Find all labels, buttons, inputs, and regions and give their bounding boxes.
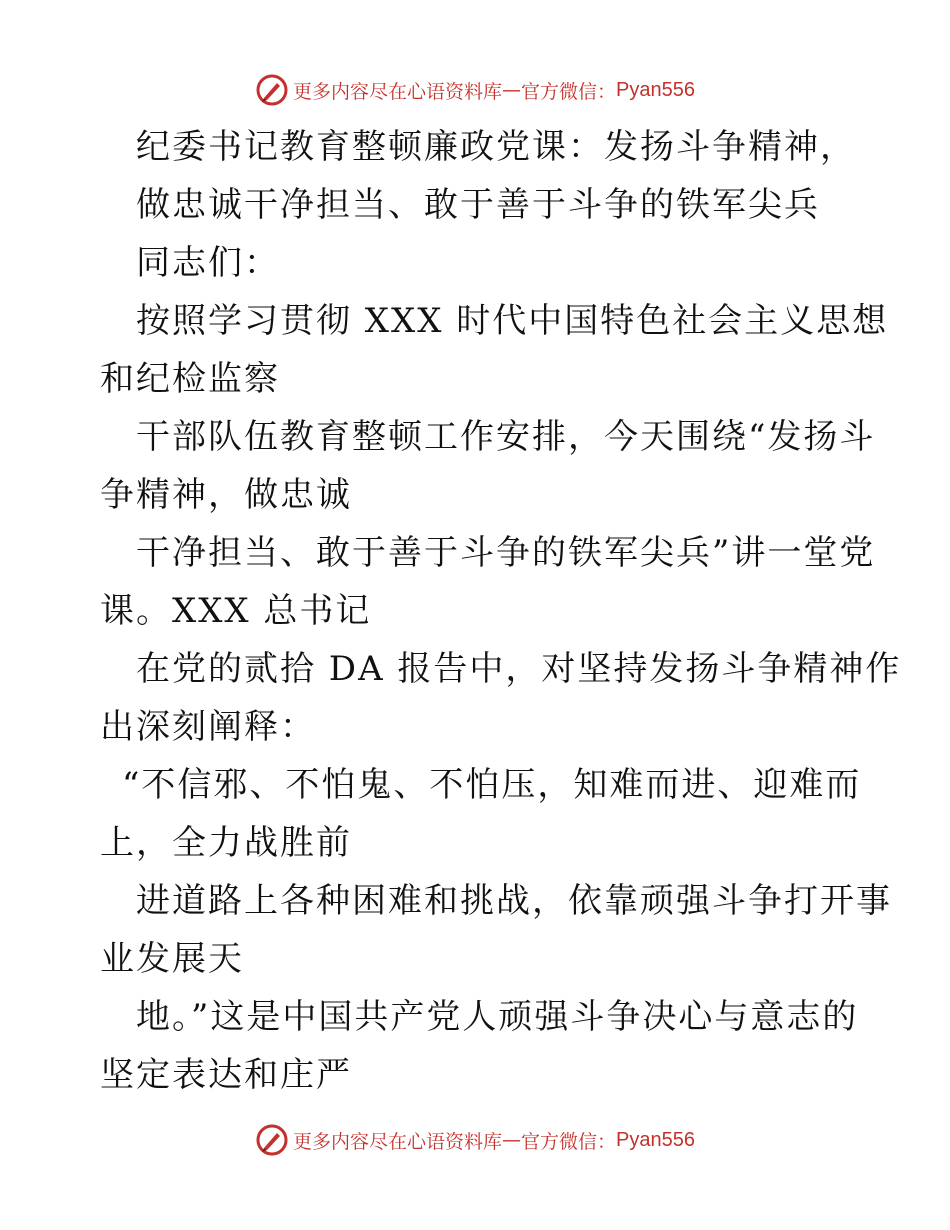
watermark-account: Pyan556 [616,1128,695,1151]
body-line: 上，全力战胜前 [100,823,352,863]
watermark-separator: — [502,79,522,101]
watermark-account: Pyan556 [616,78,695,101]
body-line: 争精神，做忠诚 [100,475,352,515]
body-line: 干部队伍教育整顿工作安排，今天围绕“发扬斗 [136,417,876,457]
body-line: 按照学习贯彻 XXX 时代中国特色社会主义思想 [136,301,889,341]
body-line: 在党的贰拾 DA 报告中，对坚持发扬斗争精神作 [136,649,902,689]
watermark-wechat-label: 官方微信： [521,80,617,103]
body-line: 干净担当、敢于善于斗争的铁军尖兵”讲一堂党 [136,533,876,573]
title-line-1: 纪委书记教育整顿廉政党课：发扬斗争精神， [136,127,856,167]
body-line: 坚定表达和庄严 [100,1055,352,1095]
footer-watermark [0,1120,950,1160]
body-line: 和纪检监察 [100,359,280,399]
watermark-site-text: 更多内容尽在心语资料库 [293,80,503,103]
body-line: 业发展天 [100,939,244,979]
body-line: 出深刻阐释： [100,707,316,747]
pen-logo-icon [255,1123,289,1157]
salutation: 同志们： [136,243,280,283]
body-line: 进道路上各种困难和挑战，依靠顽强斗争打开事 [136,881,892,921]
title-line-2: 做忠诚干净担当、敢于善于斗争的铁军尖兵 [136,185,820,225]
watermark-wechat-label: 官方微信： [521,1130,617,1153]
body-line: “不信邪、不怕鬼、不怕压，知难而进、迎难而 [122,765,862,805]
body-line: 地。”这是中国共产党人顽强斗争决心与意志的 [136,997,859,1037]
body-line: 课。XXX 总书记 [100,591,372,631]
header-watermark [0,70,950,110]
document-body [100,118,902,1104]
watermark-separator: — [502,1129,522,1151]
watermark-site-text: 更多内容尽在心语资料库 [293,1130,503,1153]
pen-logo-icon [255,73,289,107]
